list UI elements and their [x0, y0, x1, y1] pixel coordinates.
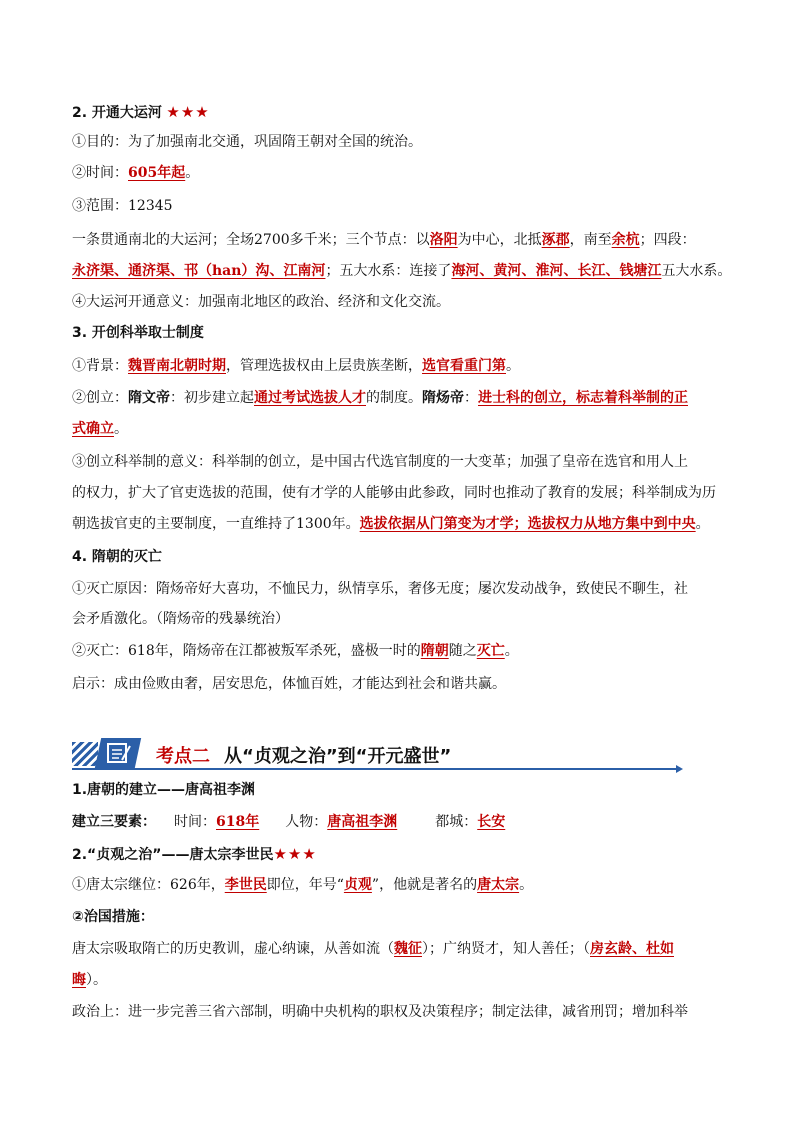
canal-significance: ④大运河开通意义：加强南北地区的政治、经济和文化交流。 [72, 294, 450, 310]
section-heading-tang-founding: 1.唐朝的建立——唐高祖李渊 [72, 782, 256, 798]
canal-description-line2: 永济渠、通济渠、邗（han）沟、江南河；五大水系：连接了海河、黄河、淮河、长江、钱塘江五大水系。 [72, 263, 732, 279]
exam-background: ①背景：魏晋南北朝时期，管理选拔权由上层贵族垄断，选官看重门第。 [72, 358, 520, 374]
governance-measures-line1: 唐太宗吸取隋亡的历史教训，虚心纳谏，从善如流（魏征）；广纳贤才，知人善任；（房玄龄、杜如 [72, 941, 674, 957]
notepad-icon [95, 738, 141, 768]
sui-fall-cause-line2: 会矛盾激化。（隋炀帝的残暴统治） [72, 611, 289, 627]
canal-time: ②时间：605年起。 [72, 165, 200, 181]
sui-fall-cause-line1: ①灭亡原因：隋炀帝好大喜功，不恤民力，纵情享乐，奢侈无度；屡次发动战争，致使民不聊生，社 [72, 581, 688, 597]
section-heading-grand-canal: 2. 开通大运河 ★★★ [72, 103, 210, 121]
key-point-banner [72, 738, 682, 772]
section-heading-sui-fall: 4. 隋朝的灭亡 [72, 549, 162, 565]
governance-measures-line2: 晦）。 [72, 972, 107, 988]
banner-stripe-decoration [72, 742, 98, 766]
sui-fall-event: ②灭亡：618年，隋炀帝在江都被叛军杀死，盛极一时的隋朝随之灭亡。 [72, 643, 519, 659]
canal-description-line1: 一条贯通南北的大运河；全场2700多千米；三个节点：以洛阳为中心，北抵涿郡，南至余杭；四段： [72, 232, 696, 248]
taizong-accession: ①唐太宗继位：626年，李世民即位，年号“贞观”，他就是著名的唐太宗。 [72, 877, 534, 893]
importance-stars: ★★★ [273, 845, 317, 863]
governance-politics: 政治上：进一步完善三省六部制，明确中央机构的职权及决策程序；制定法律，减省刑罚；增加科举 [72, 1004, 688, 1020]
section-heading-imperial-exam: 3. 开创科举取士制度 [72, 325, 204, 341]
exam-creation-line2: 式确立。 [72, 421, 128, 437]
exam-significance-line1: ③创立科举制的意义：科举制的创立，是中国古代选官制度的一大变革；加强了皇帝在选官和用人上 [72, 454, 688, 470]
key-point-title: 考点二 从“贞观之治”到“开元盛世” [156, 746, 452, 767]
banner-rule [72, 768, 678, 770]
tang-founding-elements: 建立三要素： 时间：618年 人物：唐高祖李渊 都城：长安 [72, 814, 506, 830]
exam-significance-line2: 的权力，扩大了官吏选拔的范围，使有才学的人能够由此参政，同时也推动了教育的发展；科举制成为历 [72, 485, 716, 501]
canal-scope: ③范围：12345 [72, 198, 173, 214]
section-heading-zhenguan: 2.“贞观之治”——唐太宗李世民★★★ [72, 845, 317, 863]
sui-fall-lesson: 启示：成由俭败由奢，居安思危，体恤百姓，才能达到社会和谐共赢。 [72, 676, 506, 692]
importance-stars: ★★★ [166, 103, 210, 121]
exam-significance-line3: 朝选拔官吏的主要制度，一直维持了1300年。选拔依据从门第变为才学；选拔权力从地方集中到中央。 [72, 516, 710, 532]
exam-creation-line1: ②创立：隋文帝：初步建立起通过考试选拔人才的制度。隋炀帝：进士科的创立，标志着科举制的正 [72, 390, 688, 406]
canal-purpose: ①目的：为了加强南北交通，巩固隋王朝对全国的统治。 [72, 134, 422, 150]
banner-arrow-icon [676, 765, 683, 773]
governance-measures-heading: ②治国措施： [72, 909, 154, 925]
